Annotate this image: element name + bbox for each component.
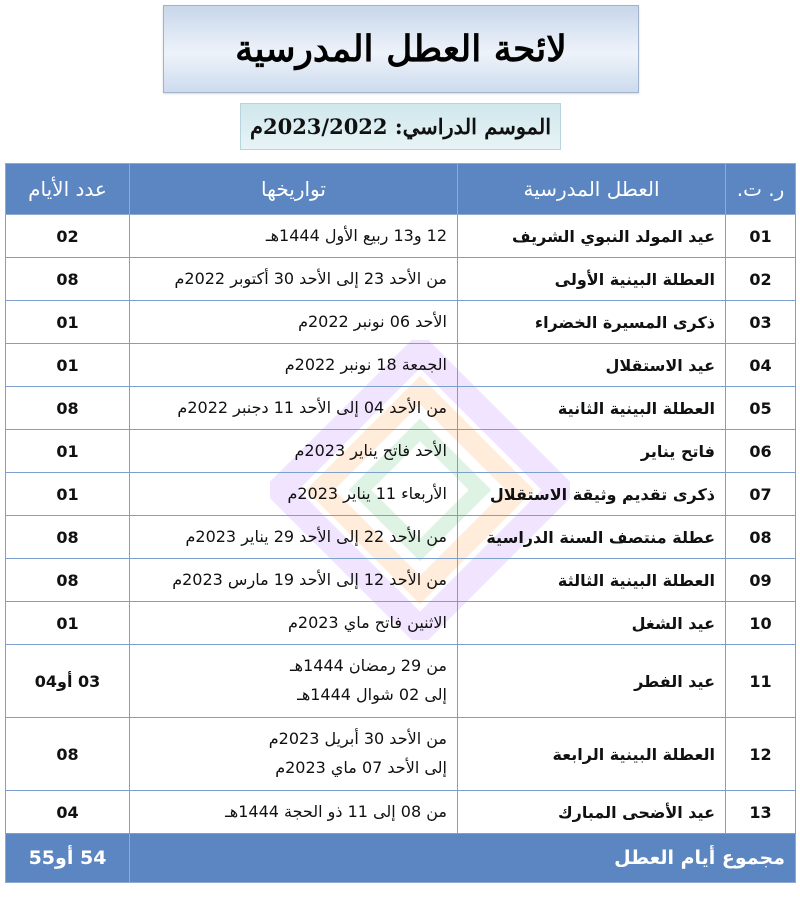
table-body: [6, 215, 796, 834]
table-row: [6, 559, 796, 602]
holiday-dates: [130, 215, 458, 258]
date-line: الأحد فاتح يناير 2023م: [294, 440, 447, 460]
row-number: 01: [726, 215, 796, 258]
holiday-dates: [130, 645, 458, 718]
table-row: [6, 387, 796, 430]
holidays-table: [5, 163, 796, 883]
date-line: من 29 رمضان 1444هـ: [289, 656, 447, 676]
row-number: 04: [726, 344, 796, 387]
holiday-dates: [130, 516, 458, 559]
holiday-name: ذكرى المسيرة الخضراء: [458, 301, 726, 344]
holiday-days: 08: [6, 258, 130, 301]
table-row: [6, 301, 796, 344]
row-number: 09: [726, 559, 796, 602]
date-line: من الأحد 04 إلى الأحد 11 دجنبر 2022م: [177, 397, 447, 417]
holiday-days: 02: [6, 215, 130, 258]
row-number: 06: [726, 430, 796, 473]
season-label-box: [240, 103, 561, 150]
row-number: 11: [726, 645, 796, 718]
total-value: 54 أو55: [6, 834, 130, 883]
date-line: من 08 إلى 11 ذو الحجة 1444هـ: [225, 801, 447, 821]
holiday-name: العطلة البينية الأولى: [458, 258, 726, 301]
date-line: الاثنين فاتح ماي 2023م: [287, 612, 447, 632]
holiday-name: العطلة البينية الثالثة: [458, 559, 726, 602]
holiday-name: ذكرى تقديم وثيقة الاستقلال: [458, 473, 726, 516]
total-label: مجموع أيام العطل: [130, 834, 796, 883]
table-row: [6, 344, 796, 387]
header-holiday: العطل المدرسية: [458, 164, 726, 215]
date-line: من الأحد 23 إلى الأحد 30 أكتوبر 2022م: [174, 268, 447, 288]
holiday-dates: [130, 387, 458, 430]
holiday-days: 01: [6, 602, 130, 645]
holiday-dates: [130, 344, 458, 387]
holiday-name: العطلة البينية الرابعة: [458, 718, 726, 791]
holiday-days: 08: [6, 718, 130, 791]
row-number: 08: [726, 516, 796, 559]
table-row: [6, 791, 796, 834]
holiday-days: 08: [6, 387, 130, 430]
row-number: 12: [726, 718, 796, 791]
holiday-dates: [130, 430, 458, 473]
holiday-days: 01: [6, 430, 130, 473]
table-row: [6, 258, 796, 301]
table-row: [6, 430, 796, 473]
holiday-name: عيد المولد النبوي الشريف: [458, 215, 726, 258]
holiday-name: العطلة البينية الثانية: [458, 387, 726, 430]
table-row: [6, 516, 796, 559]
table-row: [6, 602, 796, 645]
holiday-dates: [130, 791, 458, 834]
holiday-dates: [130, 301, 458, 344]
header-num: ر. ت.: [726, 164, 796, 215]
holiday-dates: [130, 559, 458, 602]
holiday-days: 08: [6, 516, 130, 559]
season-label: الموسم الدراسي: 2023/2022م: [249, 114, 552, 139]
holiday-name: عيد الاستقلال: [458, 344, 726, 387]
table-row: [6, 473, 796, 516]
holiday-name: عيد الأضحى المبارك: [458, 791, 726, 834]
holiday-days: 08: [6, 559, 130, 602]
holiday-days: 01: [6, 344, 130, 387]
row-number: 10: [726, 602, 796, 645]
date-line: 12 و13 ربيع الأول 1444هـ: [265, 225, 447, 245]
date-line: إلى 02 شوال 1444هـ: [297, 685, 447, 704]
holiday-days: 01: [6, 473, 130, 516]
table-row: [6, 645, 796, 718]
holiday-dates: [130, 602, 458, 645]
page-title-box: [163, 5, 639, 93]
holiday-dates: [130, 473, 458, 516]
date-line: إلى الأحد 07 ماي 2023م: [275, 758, 447, 777]
row-number: 13: [726, 791, 796, 834]
holiday-days: 01: [6, 301, 130, 344]
table-header-row: [6, 164, 796, 215]
date-line: الأحد 06 نونبر 2022م: [298, 311, 447, 331]
header-dates: تواريخها: [130, 164, 458, 215]
holiday-name: فاتح يناير: [458, 430, 726, 473]
row-number: 05: [726, 387, 796, 430]
table-row: [6, 718, 796, 791]
table-row: [6, 215, 796, 258]
header-days: عدد الأيام: [6, 164, 130, 215]
holiday-name: عيد الفطر: [458, 645, 726, 718]
page-title: لائحة العطل المدرسية: [235, 28, 567, 70]
row-number: 07: [726, 473, 796, 516]
date-line: الأربعاء 11 يناير 2023م: [287, 483, 447, 503]
holiday-days: 04: [6, 791, 130, 834]
date-line: من الأحد 30 أبريل 2023م: [268, 729, 447, 749]
row-number: 03: [726, 301, 796, 344]
date-line: من الأحد 12 إلى الأحد 19 مارس 2023م: [172, 569, 447, 589]
holiday-name: عيد الشغل: [458, 602, 726, 645]
holiday-dates: [130, 258, 458, 301]
row-number: 02: [726, 258, 796, 301]
date-line: من الأحد 22 إلى الأحد 29 يناير 2023م: [185, 526, 447, 546]
holiday-name: عطلة منتصف السنة الدراسية: [458, 516, 726, 559]
holiday-dates: [130, 718, 458, 791]
holiday-days: 03 أو04: [6, 645, 130, 718]
date-line: الجمعة 18 نونبر 2022م: [284, 354, 447, 374]
total-row: [6, 834, 796, 883]
